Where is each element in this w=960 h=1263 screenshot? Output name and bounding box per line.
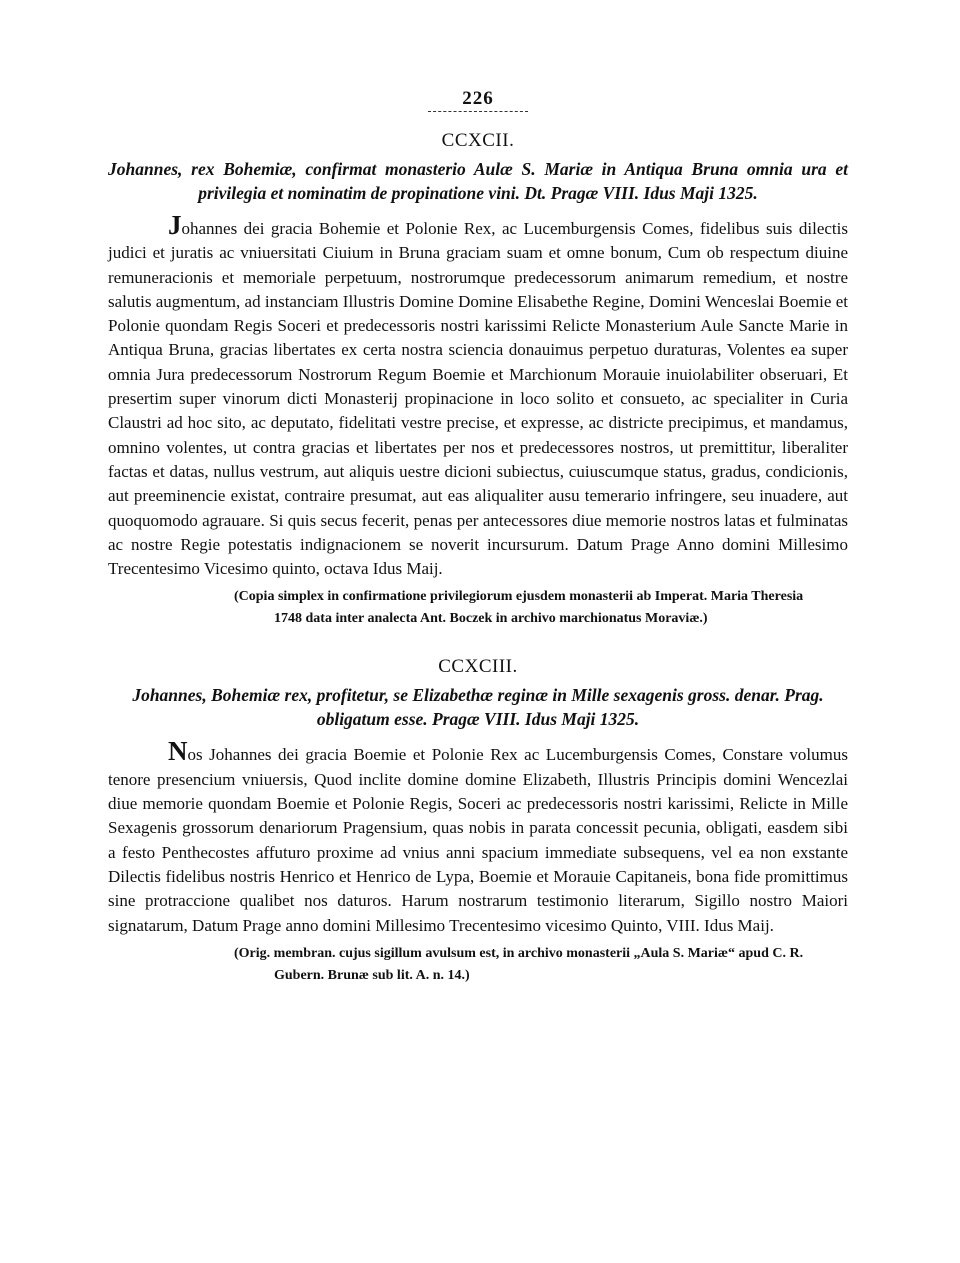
document-number: CCXCIII. xyxy=(438,656,518,678)
source-note-line: (Orig. membran. cujus sigillum avulsum est, in archivo monasterii „Aula S. Mariæ“ apud C. R. xyxy=(234,945,804,961)
source-note-line: (Copia simplex in confirmatione privilegiorum ejusdem monasterii ab Imperat. Maria Theresia xyxy=(234,589,804,605)
source-note xyxy=(234,586,848,630)
document-page xyxy=(108,88,848,987)
source-note-line: Gubern. Brunæ sub lit. A. n. 14.) xyxy=(274,967,470,983)
document-number: CCXCII. xyxy=(441,130,515,151)
document-heading: Johannes, rex Bohemiæ, confirmat monasterio Aulæ S. Mariæ in Antiqua Bruna omnia ura et privilegia et nominatim de propinatione vini. Dt. Pragæ VIII. Idus Maji 1325. xyxy=(108,159,848,203)
initial-letter: J xyxy=(168,210,182,240)
document-entry-ccxciii xyxy=(108,656,848,986)
source-note-line: 1748 data inter analecta Ant. Boczek in archivo marchionatus Moraviæ.) xyxy=(274,611,708,627)
document-body-text: ohannes dei gracia Bohemie et Polonie Rex, ac Lucemburgensis Comes, fidelibus suis dilectis judici et juratis ac vniuersitati Ciuium in Bruna graciam suam et omne bonum, Cum ob respectum diuine remuneracionis et memoriale perpetuum, nostrorumque predecessorum animarum remedium, et nostre salutis augmentum, ad instanciam Illustris Domine Domine Elisabethe Regine, Domini Wenceslai Boemie et Polonie quondam Regis Soceri et predecessoris nostri karissimi Relicte Monasterium Aule Sancte Marie in Antiqua Bruna, gracias libertates ex certa nostra sciencia donauimus perpetuo duraturas, Volentes ea super omnia Jura predecessorum Nostrorum Regum Boemie et Marchionum Morauie inuiolabiliter obseruari, Et presertim super vinorum dicti Monasterij propinacione in loco solito et consueto, ac specialiter in Curia Claustri ad hoc sito, ac deputato, fidelitati vestre precise, et expresse, ac districte precipimus, et mandamus, omnino volentes, ut contra gracias et libertates per nos et predecessores nostros, ut premittitur, liberaliter factas et datas, nullus vestrum, aut aliquis uestre dicioni subiectus, cuiuscumque status, gradus, condicionis, aut preeminencie existat, contraire presumat, aut eas aliqualiter ausu temerario infringere, seu inuadere, aut quoquomodo agrauare. Si quis secus fecerit, penas per antecessores diue memorie nostros latas et fulminatas ac nostre Regie potestatis indignacionem se noverit incursurum. Datum Prage Anno domini Millesimo Trecentesimo Vicesimo quinto, octava Idus Maij. xyxy=(108,219,848,579)
document-body xyxy=(108,210,848,581)
document-entry-ccxcii xyxy=(108,130,848,630)
section-gap xyxy=(108,630,848,654)
page-header xyxy=(108,88,848,118)
document-heading: Johannes, Bohemiæ rex, profitetur, se Elizabethæ reginæ in Mille sexagenis gross. denar. Prag. obligatum esse. Pragæ VIII. Idus Maji 1325. xyxy=(132,685,824,730)
document-body-text: os Johannes dei gracia Boemie et Polonie Rex ac Lucemburgensis Comes, Constare volumus tenore presencium vniuersis, Quod inclite domine domine Elizabeth, Illustris Principis domini Wencezlai diue memorie quondam Boemie et Polonie Regis, Soceri ac predecessoris nostri karissimi, Relicte in Mille Sexagenis grossorum denariorum Pragensium, quas nobis in parata concessit pecunia, obligati, easdem sibi a festo Penthecostes affuturo proxime ad vnius anni spacium immediate subsequens, vel ea non exstante Dilectis fidelibus nostris Henrico et Henrico de Lypa, Boemie et Morauie Capitaneis, bona fide promittimus sine protraccione qualibet nos daturos. Harum nostrarum testimonio literarum, Sigillo nostro Maiori signatarum, Datum Prage anno domini Millesimo Trecentesimo vicesimo Quinto, VIII. Idus Maij. xyxy=(108,745,848,935)
source-note xyxy=(234,943,848,987)
page-number: 226 xyxy=(428,88,528,112)
initial-letter: N xyxy=(168,736,188,767)
document-body xyxy=(108,736,848,937)
